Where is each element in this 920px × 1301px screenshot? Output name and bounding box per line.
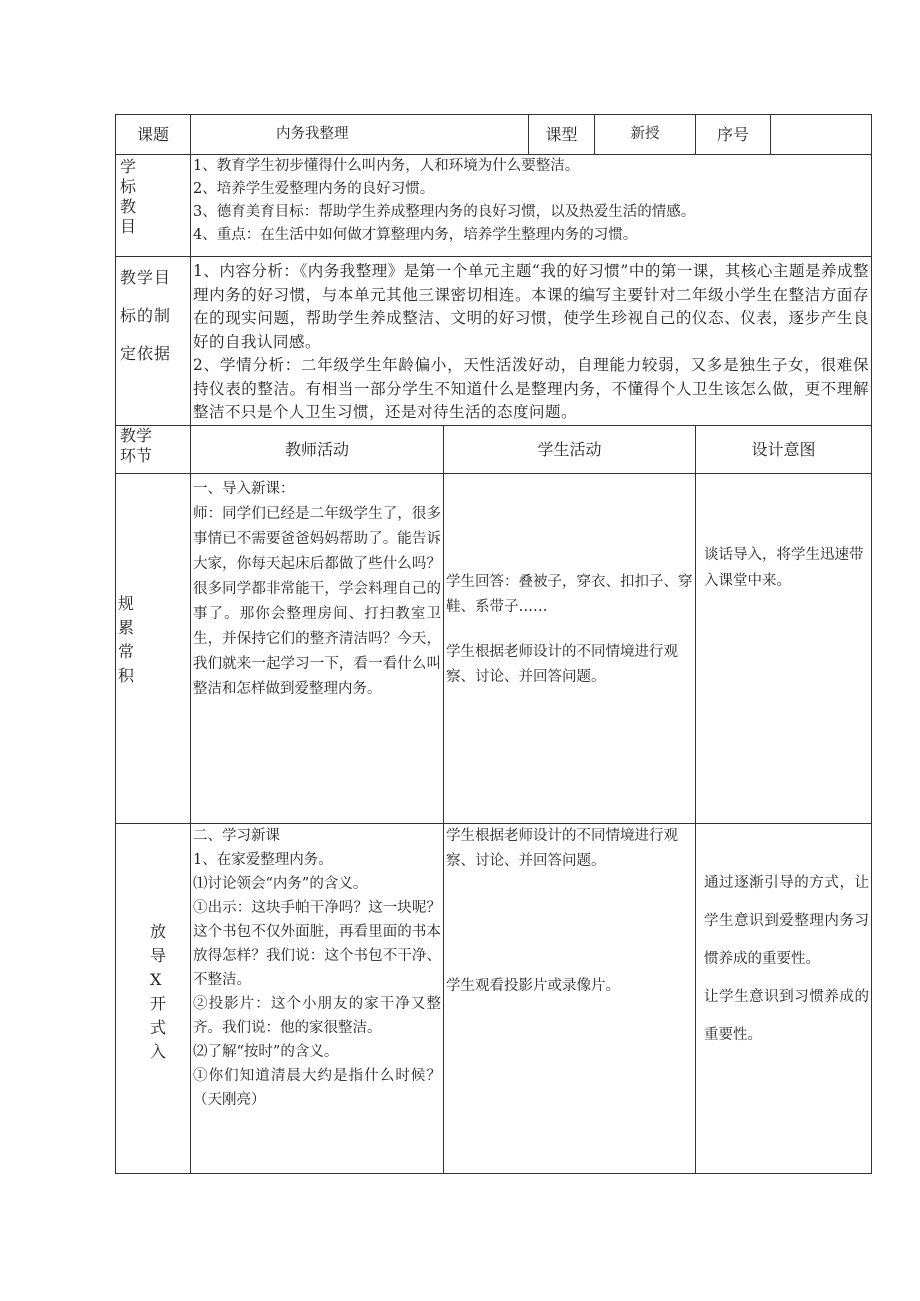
student-activity: 学生观看投影片或录像片。 [446,977,620,994]
lesson-plan-sheet [115,114,872,1174]
section2-label-cell [116,823,191,1173]
section2-row [116,823,872,1173]
column-header-row [116,425,872,473]
section1-label-cell [116,473,191,823]
topic-label: 课题 [116,115,191,155]
basis-paragraph: 2、学情分析：二年级学生年龄偏小，天性活泼好动，自理能力较弱，又多是独生子女，很难保持仪表的整洁。有相当一部分学生不知道什么是整理内务，不懂得个人卫生该怎么做，更不理解整洁不只是个人卫生习惯，还是对待生活的态度问题。 [193,356,869,421]
basis-paragraph: 1、内容分析：《内务我整理》是第一个单元主题“我的好习惯”中的第一课，其核心主题是养成整理内务的好习惯，与本单元其他三课密切相连。本课的编写主要针对二年级小学生在整洁方面存在的现实问题，帮助学生养成整洁、文明的好习惯，使学生珍视自己的仪态、仪表，逐步产生良好的自我认同感。 [193,262,869,351]
teacher-header: 教师活动 [191,425,444,473]
topic-value: 内务我整理 [191,115,529,155]
phase-header: 教学环节 [120,425,153,465]
type-label: 课型 [529,115,595,155]
seq-label: 序号 [696,115,771,155]
objectives-label-cell [116,155,191,257]
basis-content [191,257,872,426]
design-intent: 让学生意识到习惯养成的重要性。 [704,988,869,1043]
student-activity: 学生根据老师设计的不同情境进行观察、讨论、并回答问题。 [446,827,678,869]
teacher-activity: ②投影片：这个小朋友的家干净又整齐。我们说：他的家很整洁。 [193,995,441,1036]
header-row [116,115,872,155]
teacher-activity: 一、导入新课： [193,480,295,497]
section1-teacher [191,473,444,823]
objectives-label: 学标教目 [120,157,137,236]
teacher-activity: 二、学习新课 [193,827,280,844]
section2-label: 放导X开式入 [150,921,167,1061]
objective-item: 1、教育学生初步懂得什么叫内务，人和环境为什么要整洁。 [193,158,580,174]
section1-label: 规累常积 [118,593,135,685]
intent-header: 设计意图 [696,425,872,473]
seq-value [771,115,872,155]
basis-label-cell [116,257,191,426]
section2-student [444,823,696,1173]
objective-item: 4、重点：在生活中如何做才算整理内务，培养学生整理内务的习惯。 [193,227,638,243]
teacher-activity: ①你们知道清晨大约是指什么时候？（天刚亮） [193,1067,441,1108]
section1-intent [696,473,872,823]
design-intent: 谈话导入，将学生迅速带入课堂中来。 [704,546,864,589]
section1-row [116,473,872,823]
lesson-plan-table [115,114,872,1174]
teacher-activity: ①出示：这块手帕干净吗？这一块呢？这个书包不仅外面脏，再看里面的书本放得怎样？我们说：这个书包不干净、不整洁。 [193,899,441,988]
basis-label: 教学目标的制定依据 [120,268,172,363]
section2-intent [696,823,872,1173]
student-header: 学生活动 [444,425,696,473]
objective-item: 3、德育美育目标：帮助学生养成整理内务的良好习惯，以及热爱生活的情感。 [193,204,696,220]
basis-row [116,257,872,426]
objective-item: 2、培养学生爱整理内务的良好习惯。 [193,181,435,197]
teacher-activity: ⑵了解“按时”的含义。 [193,1043,339,1060]
objectives-row [116,155,872,257]
teacher-activity: ⑴讨论领会“内务”的含义。 [193,875,368,892]
design-intent: 通过逐渐引导的方式，让学生意识到爱整理内务习惯养成的重要性。 [704,874,869,967]
student-activity: 学生根据老师设计的不同情境进行观察、讨论、并回答问题。 [446,643,678,685]
section2-teacher [191,823,444,1173]
section1-student [444,473,696,823]
type-value: 新授 [595,115,696,155]
teacher-activity: 1、在家爱整理内务。 [193,851,333,868]
student-activity: 学生回答：叠被子，穿衣、扣扣子、穿鞋、系带子…… [446,573,693,615]
phase-header-cell [116,425,191,473]
teacher-activity: 师：同学们已经是二年级学生了，很多事情已不需要爸爸妈妈帮助了。能告诉大家，你每天起床后都做了些什么吗？很多同学都非常能干，学会料理自己的事了。那你会整理房间、打扫教室卫生，并保持它们的整齐清洁吗？今天，我们就来一起学习一下，看一看什么叫整洁和怎样做到爱整理内务。 [193,505,441,697]
objectives-content [191,155,872,257]
